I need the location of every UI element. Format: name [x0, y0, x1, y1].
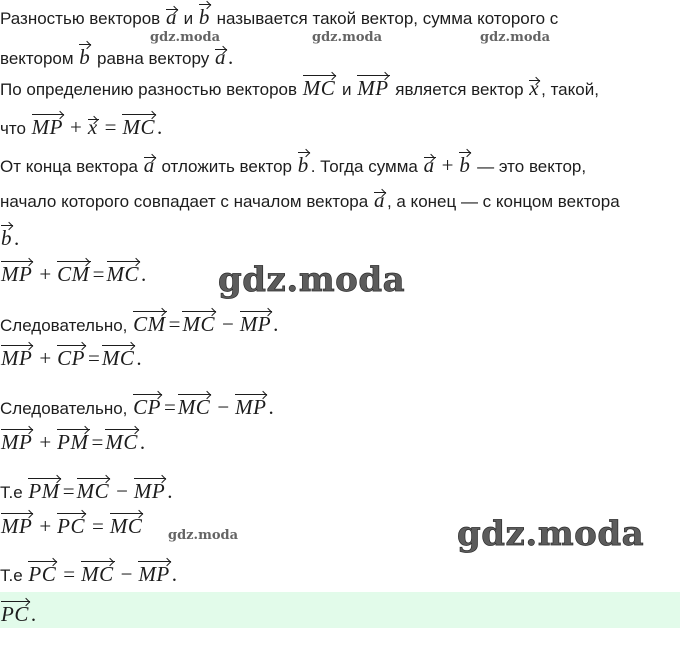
text-line — [0, 392, 274, 422]
math-period: . — [14, 226, 20, 250]
minus-operator: − — [217, 395, 230, 419]
vector-mc: MC — [302, 76, 336, 100]
vector-cp: CP — [133, 395, 161, 419]
text-run: является вектор — [390, 80, 529, 99]
math-period: . — [171, 562, 178, 586]
text-line — [0, 559, 177, 589]
answer-highlight — [0, 592, 680, 628]
vector-x: x — [529, 76, 540, 100]
plus-operator: + — [69, 115, 82, 139]
minus-operator: − — [221, 312, 234, 336]
equals-operator: = — [92, 514, 104, 538]
equation-line — [0, 343, 142, 373]
text-line — [0, 112, 162, 142]
vector-cp: CP — [57, 346, 86, 370]
equals-operator: = — [91, 430, 104, 454]
vector-pc: PC — [57, 514, 86, 538]
vector-a: a — [373, 188, 385, 212]
math-period: . — [156, 115, 163, 139]
text-line — [0, 42, 233, 72]
watermark: gdz.moda — [150, 30, 221, 45]
text-line — [0, 150, 586, 180]
vector-mp: MP — [1, 262, 33, 286]
vector-mc: MC — [122, 115, 155, 139]
text-run: Разностью векторов — [0, 9, 165, 28]
vector-b: b — [79, 45, 91, 69]
text-run: начало которого совпадает с началом вектора — [0, 192, 373, 211]
math-period: . — [268, 395, 274, 419]
vector-mp: MP — [31, 115, 63, 139]
math-period: . — [139, 430, 146, 454]
vector-a: a — [143, 153, 155, 177]
text-run: Т.е — [0, 483, 28, 502]
text-line — [0, 4, 558, 34]
text-run: называется такой вектор, сумма которого с — [211, 9, 559, 28]
vector-mc: MC — [182, 312, 215, 336]
equals-operator: = — [88, 346, 100, 370]
vector-b: b — [1, 226, 12, 250]
text-run: , а конец — с концом вектора — [386, 192, 620, 211]
watermark: gdz.moda — [312, 30, 383, 45]
vector-x: x — [87, 115, 98, 139]
text-run: , такой, — [541, 80, 599, 99]
minus-operator: − — [116, 479, 128, 503]
equals-operator: = — [104, 115, 117, 139]
text-run: и — [337, 80, 357, 99]
plus-operator: + — [39, 346, 52, 370]
text-run: От конца вектора — [0, 157, 143, 176]
equals-operator: = — [163, 395, 176, 419]
text-run: . Тогда сумма — [310, 157, 423, 176]
vector-mc: MC — [101, 346, 135, 370]
vector-b: b — [297, 153, 309, 177]
watermark: gdz.moda — [218, 260, 406, 300]
equals-operator: = — [92, 262, 105, 286]
vector-pm: PM — [57, 430, 89, 454]
text-line — [0, 187, 620, 217]
equals-operator: = — [63, 562, 76, 586]
text-run: Следовательно, — [0, 399, 133, 418]
text-line — [0, 223, 19, 253]
math-period: . — [167, 479, 173, 503]
vector-mp: MP — [1, 346, 33, 370]
vector-a: a — [423, 153, 435, 177]
text-run: что — [0, 119, 31, 138]
vector-mc: MC — [105, 430, 138, 454]
vector-pm: PM — [28, 479, 60, 503]
vector-mp: MP — [1, 514, 33, 538]
vector-mc: MC — [106, 262, 140, 286]
equals-operator: = — [62, 479, 75, 503]
text-line — [0, 75, 599, 105]
text-run: — это вектор, — [472, 157, 587, 176]
equation-line — [0, 511, 144, 541]
minus-operator: − — [120, 562, 133, 586]
vector-mc: MC — [76, 479, 110, 503]
text-run: Следовательно, — [0, 316, 133, 335]
text-run: вектором — [0, 49, 79, 68]
vector-a: a — [215, 45, 226, 69]
math-period: . — [30, 602, 37, 626]
vector-b: b — [198, 5, 210, 29]
text-run: и — [178, 9, 198, 28]
vector-cm: CM — [133, 312, 166, 336]
vector-mc: MC — [177, 395, 211, 419]
math-period: . — [141, 262, 147, 286]
vector-cm: CM — [57, 262, 90, 286]
answer-line — [0, 599, 36, 629]
vector-mp: MP — [133, 479, 166, 503]
plus-operator: + — [39, 262, 52, 286]
vector-mp: MP — [235, 395, 267, 419]
text-run: отложить вектор — [156, 157, 297, 176]
math-period: . — [136, 346, 142, 370]
vector-mc: MC — [109, 514, 143, 538]
equation-line — [0, 427, 145, 457]
equals-operator: = — [168, 312, 181, 336]
text-run: По определению разностью векторов — [0, 80, 302, 99]
vector-mc: MC — [81, 562, 114, 586]
watermark: gdz.moda — [480, 30, 551, 45]
vector-mp: MP — [138, 562, 170, 586]
plus-operator: + — [39, 430, 52, 454]
vector-mp: MP — [239, 312, 272, 336]
vector-pc: PC — [28, 562, 57, 586]
watermark: gdz.moda — [457, 514, 645, 554]
math-period: . — [273, 312, 279, 336]
equation-line — [0, 259, 146, 289]
text-run: Т.е — [0, 566, 28, 585]
text-run: равна вектору — [92, 49, 214, 68]
text-line — [0, 476, 173, 506]
vector-b: b — [459, 153, 471, 177]
plus-operator: + — [441, 153, 454, 177]
vector-pc: PC — [1, 602, 29, 626]
text-line — [0, 309, 278, 339]
vector-mp: MP — [357, 76, 389, 100]
vector-mp: MP — [1, 430, 33, 454]
math-period: . — [228, 45, 234, 69]
watermark: gdz.moda — [168, 528, 239, 543]
plus-operator: + — [39, 514, 52, 538]
vector-a: a — [165, 5, 177, 29]
